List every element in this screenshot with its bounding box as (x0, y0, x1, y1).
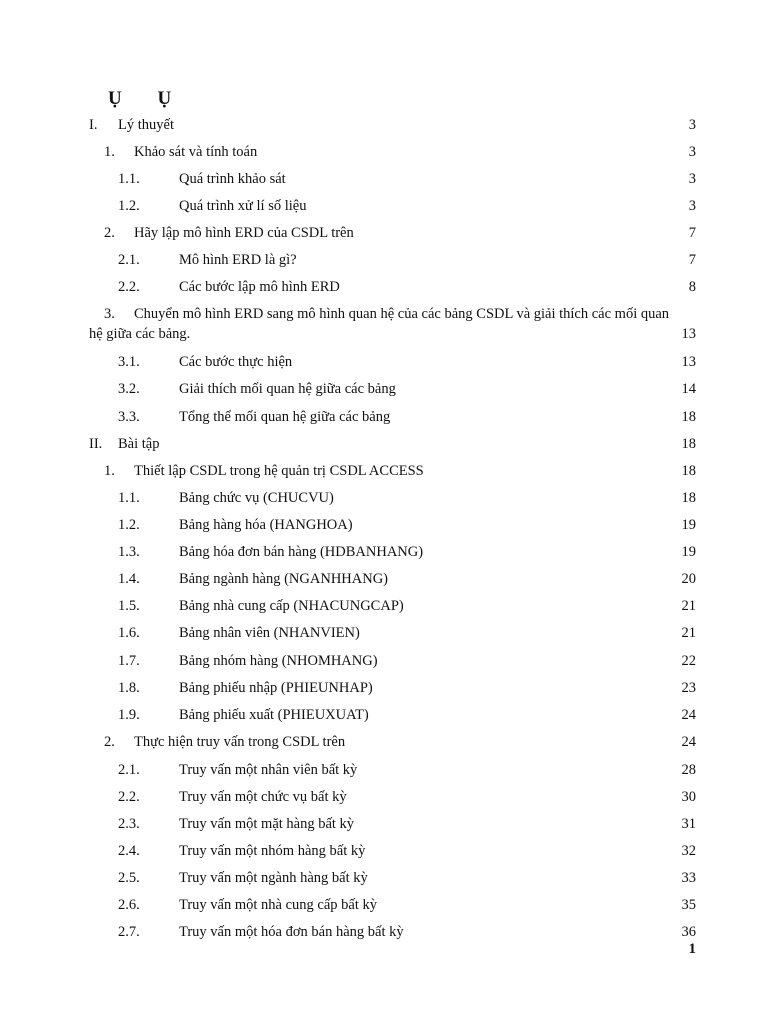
toc-entry-number: 3.1. (118, 354, 140, 370)
toc-entry-number: 1.1. (118, 171, 140, 187)
toc-entry-title: Các bước thực hiện (179, 354, 293, 370)
toc-entry-number: 1.5. (118, 598, 140, 614)
toc-entry-page-number: 18 (681, 436, 696, 452)
toc-heading-part-2: Ụ (157, 88, 172, 109)
toc-entry-number: 1.2. (118, 517, 140, 533)
toc-entry-page-number: 13 (681, 354, 696, 370)
toc-entry-title: Bảng nhà cung cấp (NHACUNGCAP) (179, 598, 404, 614)
toc-entry-number: 1.6. (118, 625, 140, 641)
toc-entry-page-number: 20 (681, 571, 696, 587)
toc-entry-title: Bảng nhóm hàng (NHOMHANG) (179, 653, 378, 669)
toc-entry-title: Các bước lập mô hình ERD (179, 279, 340, 295)
toc-entry-page-number: 21 (681, 625, 696, 641)
toc-entry-title: Truy vấn một nhà cung cấp bất kỳ (179, 897, 378, 913)
toc-entry-page-number: 36 (681, 924, 696, 940)
toc-entry-title: Truy vấn một nhân viên bất kỳ (179, 762, 358, 778)
toc-entry-number: 2. (104, 734, 115, 750)
toc-entry-number: 2.7. (118, 924, 140, 940)
toc-entry-page-number: 7 (688, 252, 696, 268)
toc-entry-title-continued: hệ giữa các bảng. (89, 326, 191, 342)
toc-entry-number: 1.7. (118, 653, 140, 669)
toc-entry-page-number: 31 (681, 816, 696, 832)
toc-entry-page-number: 14 (681, 381, 696, 397)
toc-entry-title: Bài tập (118, 436, 160, 452)
toc-entry-page-number: 3 (688, 117, 696, 133)
toc-entry-title: Bảng chức vụ (CHUCVU) (179, 490, 334, 506)
toc-entry-title: Thực hiện truy vấn trong CSDL trên (134, 734, 346, 750)
toc-entry-title: Quá trình khảo sát (179, 171, 286, 187)
toc-entry-page-number: 3 (688, 171, 696, 187)
page-number: 1 (688, 941, 696, 957)
toc-entry-page-number: 35 (681, 897, 696, 913)
toc-entry-title: Lý thuyết (118, 117, 174, 133)
toc-entry-title: Thiết lập CSDL trong hệ quản trị CSDL ACCESS (134, 463, 424, 479)
toc-entry-title: Tổng thể mối quan hệ giữa các bảng (179, 409, 391, 425)
toc-heading (108, 88, 172, 110)
toc-entry-page-number: 30 (681, 789, 696, 805)
toc-entry-page-number: 22 (681, 653, 696, 669)
toc-entry-number: 1.3. (118, 544, 140, 560)
toc-entry-number: 1.2. (118, 198, 140, 214)
toc-entry-number: 2.4. (118, 843, 140, 859)
toc-entry-page-number: 8 (688, 279, 696, 295)
toc-entry-number: 1.1. (118, 490, 140, 506)
toc-entry-page-number: 23 (681, 680, 696, 696)
toc-entry-title: Bảng hàng hóa (HANGHOA) (179, 517, 353, 533)
toc-entry-title: Truy vấn một mặt hàng bất kỳ (179, 816, 355, 832)
toc-entry-title: Bảng phiếu xuất (PHIEUXUAT) (179, 707, 369, 723)
toc-entry-title: Bảng phiếu nhập (PHIEUNHAP) (179, 680, 373, 696)
toc-entry-title: Bảng hóa đơn bán hàng (HDBANHANG) (179, 544, 424, 560)
toc-entry-number: 1. (104, 144, 115, 160)
toc-entry-number: 3.2. (118, 381, 140, 397)
toc-entry-number: 3. (104, 306, 115, 322)
toc-entry-title: Giải thích mối quan hệ giữa các bảng (179, 381, 396, 397)
toc-entry-page-number: 18 (681, 409, 696, 425)
toc-entry-page-number: 18 (681, 463, 696, 479)
toc-entry-page-number: 28 (681, 762, 696, 778)
toc-entry-title: Hãy lập mô hình ERD của CSDL trên (134, 225, 354, 241)
toc-entry-title: Truy vấn một ngành hàng bất kỳ (179, 870, 368, 886)
toc-entry-number: 1.8. (118, 680, 140, 696)
toc-entry-number: 2.1. (118, 252, 140, 268)
toc-entry-number: II. (89, 436, 103, 452)
toc-entry-number: 2.3. (118, 816, 140, 832)
toc-entry-page-number: 7 (688, 225, 696, 241)
toc-entry-number: 1.9. (118, 707, 140, 723)
toc-entry-title: Truy vấn một hóa đơn bán hàng bất kỳ (179, 924, 404, 940)
toc-entry-number: 2. (104, 225, 115, 241)
toc-entry-title: Mô hình ERD là gì? (179, 252, 297, 268)
toc-entry-number: 3.3. (118, 409, 140, 425)
toc-entry-page-number: 13 (681, 326, 696, 342)
toc-entry-number: 1. (104, 463, 115, 479)
toc-entry-page-number: 33 (681, 870, 696, 886)
toc-entry-page-number: 21 (681, 598, 696, 614)
toc-entry-title: Bảng ngành hàng (NGANHHANG) (179, 571, 389, 587)
toc-entry-title: Quá trình xử lí số liệu (179, 198, 307, 214)
toc-entry-title: Chuyển mô hình ERD sang mô hình quan hệ của các bảng CSDL và giải thích các mối quan (134, 306, 670, 322)
toc-entry-number: I. (89, 117, 98, 133)
toc-entry-number: 2.6. (118, 897, 140, 913)
toc-entry-title: Bảng nhân viên (NHANVIEN) (179, 625, 360, 641)
toc-entry-page-number: 24 (681, 707, 696, 723)
toc-entry-page-number: 19 (681, 517, 696, 533)
toc-entry-page-number: 3 (688, 144, 696, 160)
toc-entry-number: 2.2. (118, 789, 140, 805)
toc-entry-title: Khảo sát và tính toán (134, 144, 258, 160)
toc-entry-page-number: 19 (681, 544, 696, 560)
toc-heading-part-1: Ụ (108, 88, 123, 109)
toc-entry-page-number: 32 (681, 843, 696, 859)
toc-entry-title: Truy vấn một chức vụ bất kỳ (179, 789, 347, 805)
toc-entry-page-number: 24 (681, 734, 696, 750)
toc-entry-number: 2.1. (118, 762, 140, 778)
toc-entry-number: 2.2. (118, 279, 140, 295)
toc-entry-page-number: 3 (688, 198, 696, 214)
toc-entry-number: 2.5. (118, 870, 140, 886)
toc-entry-title: Truy vấn một nhóm hàng bất kỳ (179, 843, 366, 859)
toc-entry-page-number: 18 (681, 490, 696, 506)
toc-entry-number: 1.4. (118, 571, 140, 587)
